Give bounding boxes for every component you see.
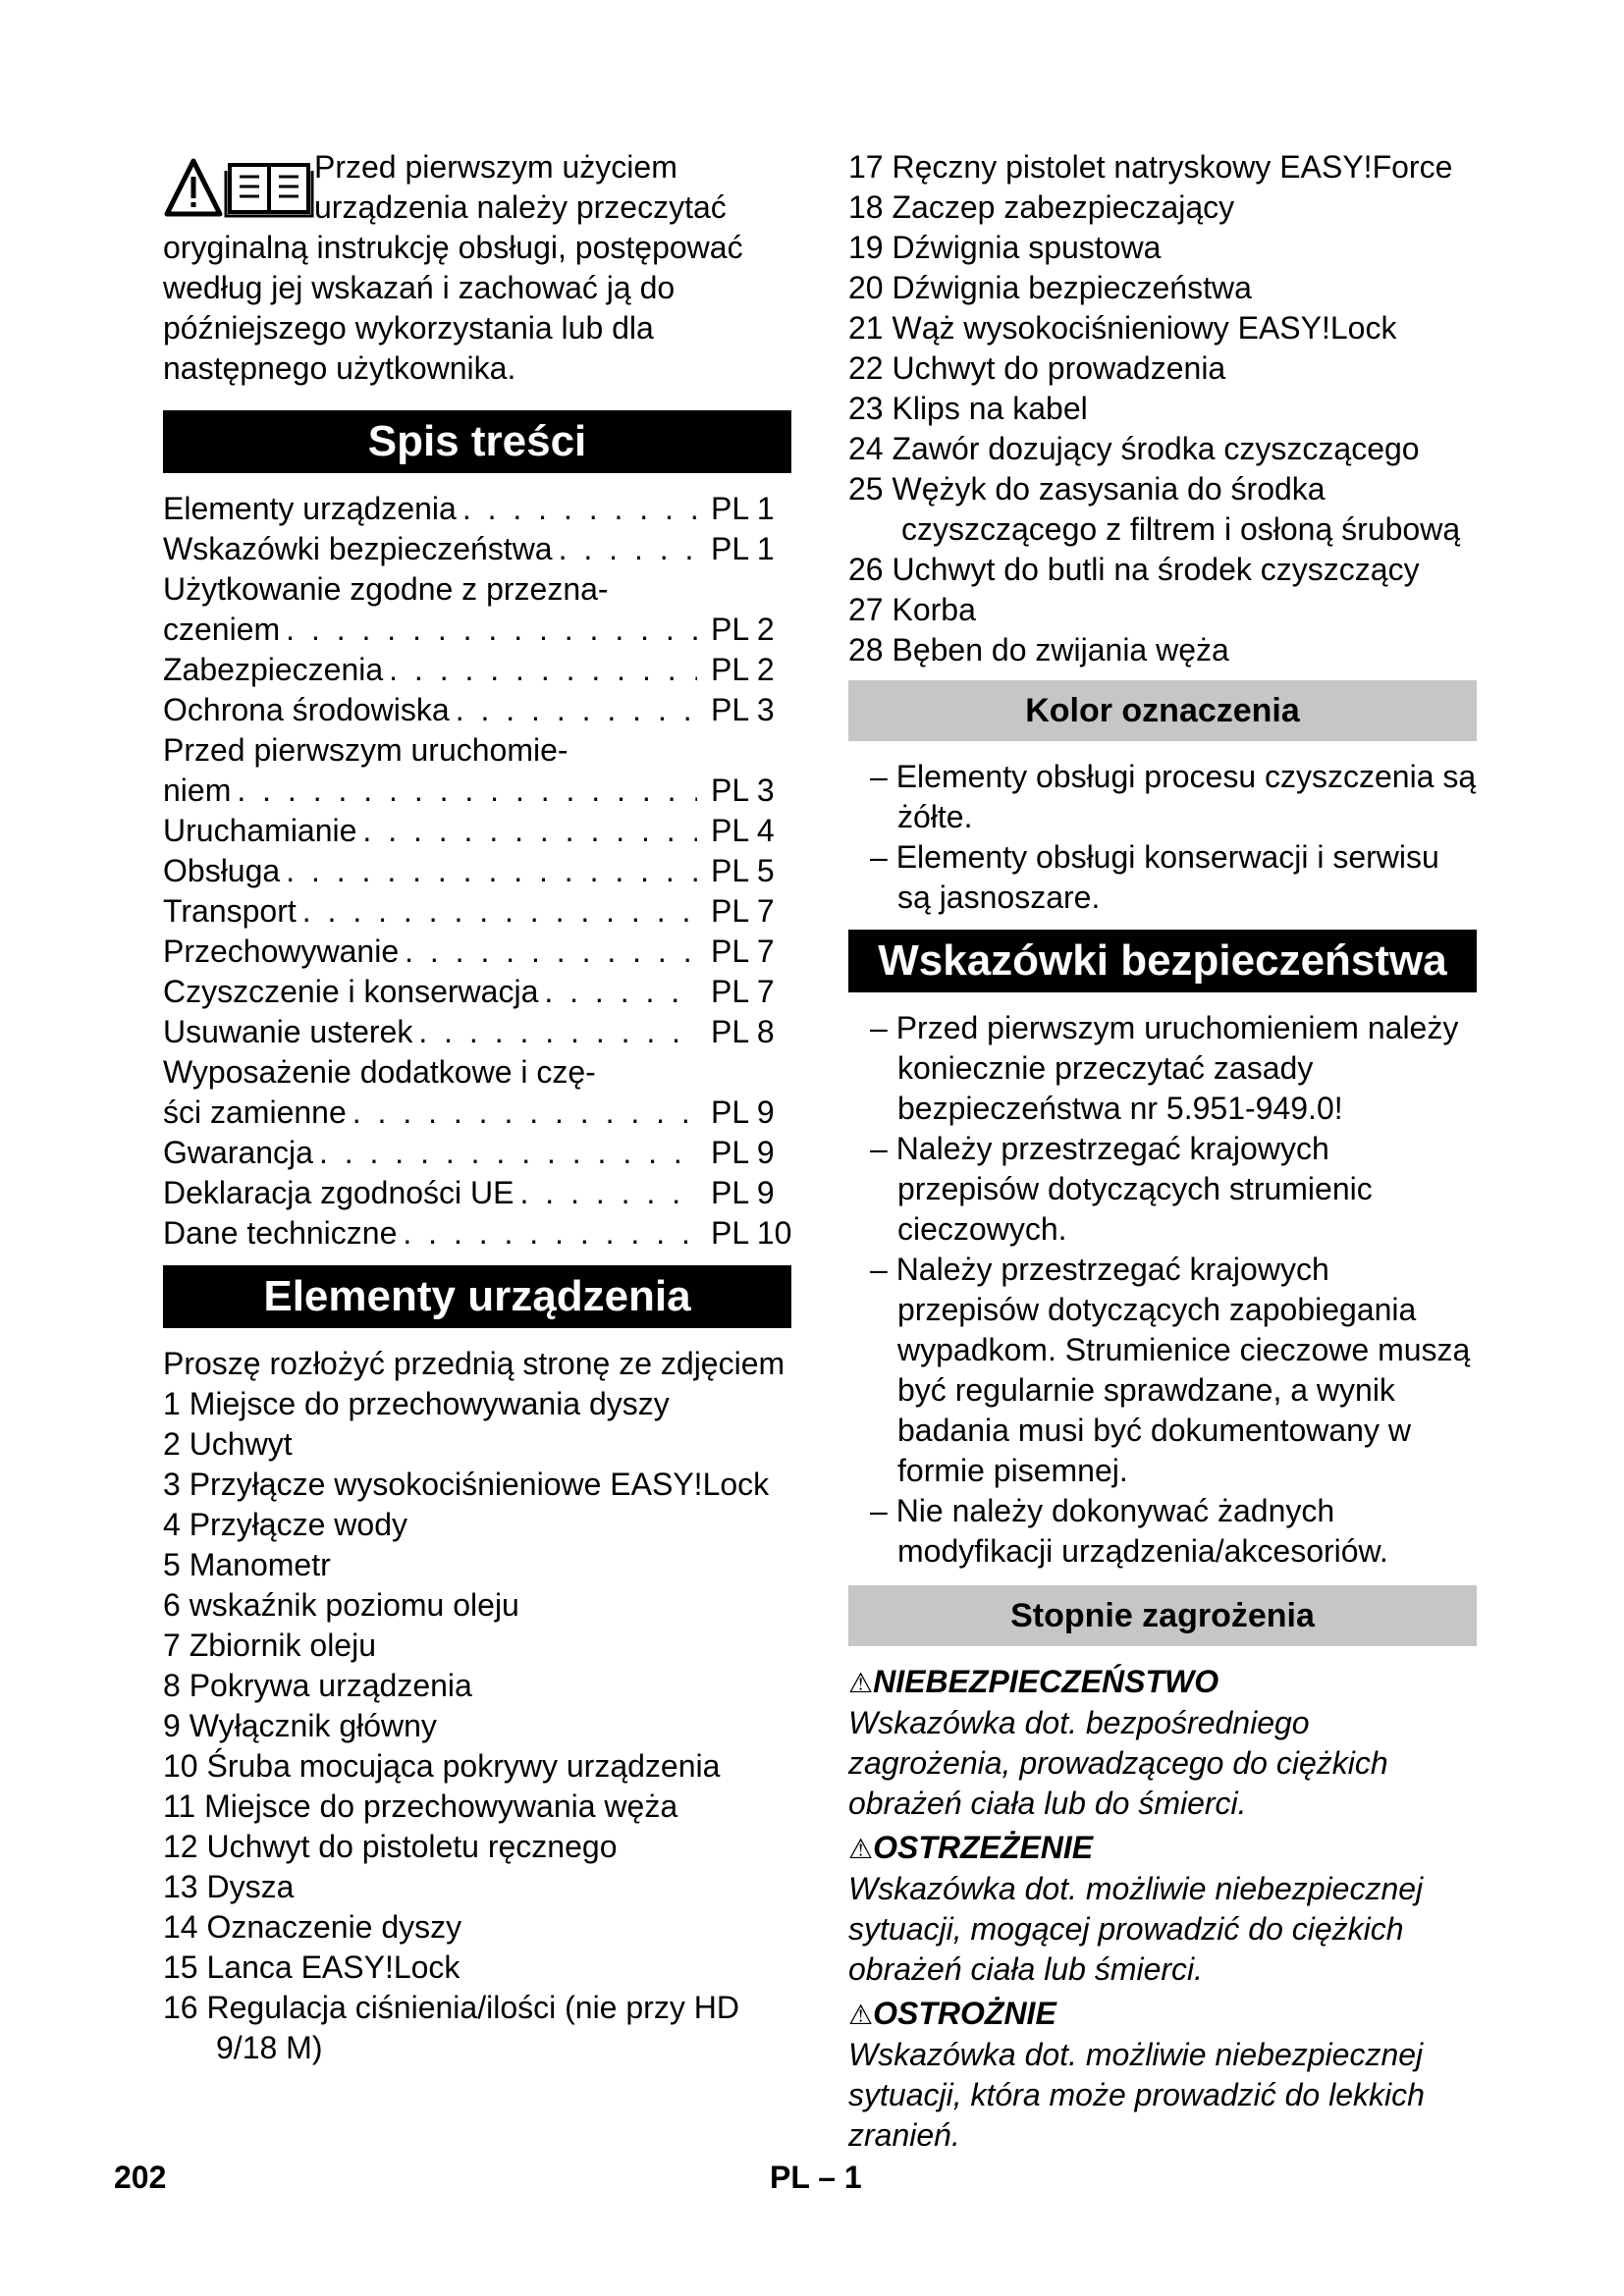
element-list-item: 11 Miejsce do przechowywania węża [163, 1789, 678, 1824]
toc-entry-page: PL 2 [711, 652, 775, 687]
toc-entry-first-line: Użytkowanie zgodne z przezna- [163, 571, 609, 607]
toc-entry [163, 529, 791, 569]
toc-heading: Spis treści [163, 410, 791, 473]
toc-leader-dots [412, 1012, 697, 1052]
toc-entry-page: PL 2 [711, 612, 775, 647]
element-list-item: 7 Zbiornik oleju [163, 1628, 376, 1663]
toc-entry-first-line: Przed pierwszym uruchomie- [163, 732, 568, 768]
toc-entry-page: PL 7 [711, 974, 775, 1009]
element-list-item: 1 Miejsce do przechowywania dyszy [163, 1386, 670, 1421]
toc-leader-dots [383, 650, 697, 690]
safety-list-item: – Nie należy dokonywać żadnych modyfikacji urządzenia/akcesoriów. [870, 1493, 1388, 1569]
elements-list-left [163, 1384, 791, 2068]
toc-leader-dots [457, 489, 697, 529]
table-of-contents [163, 489, 791, 1254]
safety-heading: Wskazówki bezpieczeństwa [848, 930, 1477, 992]
element-list-item: 14 Oznaczenie dyszy [163, 1909, 462, 1945]
toc-leader-dots [514, 1173, 698, 1213]
element-list-item: 27 Korba [848, 592, 976, 627]
elements-heading: Elementy urządzenia [163, 1265, 791, 1328]
toc-entry [163, 489, 791, 529]
toc-entry [163, 1173, 791, 1213]
safety-list-item: – Należy przestrzegać krajowych przepisów dotyczących zapobiegania wypadkom. Strumienice cieczowe muszą być regularnie sprawdzane, a wynik badania musi być dokumentowany w formie pisemnej. [870, 1252, 1471, 1488]
toc-entry [163, 851, 791, 891]
element-list-item: 17 Ręczny pistolet natryskowy EASY!Force [848, 149, 1453, 185]
hazard-level-text: Wskazówka dot. możliwie niebezpiecznej sytuacji, która może prowadzić do lekkich zranień. [848, 2037, 1425, 2153]
toc-entry-page: PL 5 [711, 853, 775, 888]
element-list-item: 3 Przyłącze wysokociśnieniowe EASY!Lock [163, 1467, 770, 1502]
toc-entry [163, 932, 791, 972]
toc-entry-title: Czyszczenie i konserwacja [163, 974, 539, 1009]
intro-text: Przed pierwszym użyciem urządzenia należy przeczytać oryginalną instrukcję obsługi, postępować według jej wskazań i zachować ją do późniejszego wykorzystania lub dla następnego użytkownika. [163, 149, 743, 386]
element-list-item: 6 wskaźnik poziomu oleju [163, 1587, 519, 1623]
language-page-label: PL – 1 [770, 2160, 862, 2195]
element-list-item: 9 Wyłącznik główny [163, 1708, 437, 1743]
element-list-item: 16 Regulacja ciśnienia/ilości (nie przy HD 9/18 M) [163, 1990, 739, 2065]
toc-leader-dots [397, 1213, 697, 1254]
toc-entry-title: Zabezpieczenia [163, 652, 384, 687]
toc-entry-title: Dane techniczne [163, 1215, 398, 1251]
color-list-item: – Elementy obsługi konserwacji i serwisu są jasnoszare. [870, 839, 1439, 915]
toc-entry-page: PL 7 [711, 934, 775, 969]
intro-icons [163, 157, 314, 220]
toc-leader-dots [280, 610, 697, 650]
warning-triangle-icon [167, 161, 220, 214]
toc-entry-title: Usuwanie usterek [163, 1014, 413, 1049]
hazard-level-name: OSTRZEŻENIE [873, 1830, 1094, 1865]
warning-triangle-icon: ⚠ [848, 2000, 874, 2030]
toc-entry-title: niem [163, 773, 232, 808]
safety-list-item: – Należy przestrzegać krajowych przepisów dotyczących strumienic cieczowych. [870, 1131, 1373, 1247]
elements-list-right [848, 147, 1477, 670]
element-list-item: 21 Wąż wysokociśnieniowy EASY!Lock [848, 310, 1397, 346]
toc-leader-dots [280, 851, 697, 891]
toc-entry-title: Gwarancja [163, 1135, 313, 1170]
toc-leader-dots [313, 1133, 697, 1173]
toc-leader-dots [553, 529, 697, 569]
hazard-level-text: Wskazówka dot. możliwie niebezpiecznej sytuacji, mogącej prowadzić do ciężkich obrażeń ciała lub śmierci. [848, 1871, 1424, 1987]
warning-triangle-icon: ⚠ [848, 1834, 874, 1864]
element-list-item: 12 Uchwyt do pistoletu ręcznego [163, 1829, 618, 1864]
toc-leader-dots [231, 771, 697, 811]
toc-entry-page: PL 4 [711, 813, 775, 848]
element-list-item: 13 Dysza [163, 1869, 295, 1904]
toc-entry-title: Przechowywanie [163, 934, 400, 969]
toc-entry [163, 972, 791, 1012]
hazard-level-name: OSTROŻNIE [873, 1996, 1056, 2031]
element-list-item: 24 Zawór dozujący środka czyszczącego [848, 431, 1420, 466]
toc-entry-title: Deklaracja zgodności UE [163, 1175, 514, 1210]
element-list-item: 20 Dźwignia bezpieczeństwa [848, 270, 1252, 305]
toc-entry [163, 690, 791, 730]
element-list-item: 22 Uchwyt do prowadzenia [848, 350, 1226, 386]
hazard-levels [848, 1662, 1477, 2156]
toc-leader-dots [450, 690, 697, 730]
intro-notice [163, 147, 791, 389]
toc-entry-title: Ochrona środowiska [163, 692, 450, 727]
toc-entry [163, 1093, 791, 1133]
toc-entry-page: PL 1 [711, 491, 775, 526]
color-heading: Kolor oznaczenia [848, 680, 1477, 741]
page-number: 202 [114, 2160, 167, 2195]
element-list-item: 18 Zaczep zabezpieczający [848, 189, 1235, 225]
element-list-item: 19 Dźwignia spustowa [848, 230, 1162, 265]
toc-entry [163, 811, 791, 851]
element-list-item: 28 Bęben do zwijania węża [848, 632, 1229, 667]
toc-entry [163, 650, 791, 690]
color-list [848, 757, 1477, 918]
toc-entry-title: Elementy urządzenia [163, 491, 457, 526]
elements-intro: Proszę rozłożyć przednią stronę ze zdjęciem [163, 1346, 785, 1381]
manual-book-icon [226, 165, 312, 216]
toc-entry-page: PL 9 [711, 1175, 775, 1210]
toc-entry [163, 1012, 791, 1052]
hazard-heading: Stopnie zagrożenia [848, 1585, 1477, 1646]
element-list-item: 23 Klips na kabel [848, 391, 1088, 426]
left-column [163, 147, 791, 2068]
hazard-level-title [848, 1662, 1477, 1703]
toc-entry-page: PL 10 [711, 1215, 792, 1251]
toc-entry [163, 1133, 791, 1173]
toc-entry [163, 891, 791, 932]
toc-entry-first-line: Wyposażenie dodatkowe i czę- [163, 1054, 596, 1090]
toc-entry-title: Transport [163, 893, 297, 929]
hazard-level-title [848, 1994, 1477, 2035]
right-column [848, 147, 1477, 2156]
safety-list-item: – Przed pierwszym uruchomieniem należy koniecznie przeczytać zasady bezpieczeństwa nr 5.951-949.0! [870, 1010, 1459, 1126]
element-list-item: 25 Wężyk do zasysania do środka czyszczącego z filtrem i osłoną śrubową [848, 471, 1461, 547]
toc-entry-page: PL 7 [711, 893, 775, 929]
toc-entry-page: PL 9 [711, 1095, 775, 1130]
color-list-item: – Elementy obsługi procesu czyszczenia są żółte. [870, 759, 1477, 834]
safety-list [848, 1008, 1477, 1572]
toc-leader-dots [347, 1093, 697, 1133]
toc-entry-page: PL 1 [711, 531, 775, 566]
toc-entry-title: ści zamienne [163, 1095, 347, 1130]
toc-entry-title: Uruchamianie [163, 813, 357, 848]
toc-leader-dots [538, 972, 697, 1012]
toc-entry [163, 771, 791, 811]
hazard-level-name: NIEBEZPIECZEŃSTWO [873, 1664, 1219, 1699]
element-list-item: 26 Uchwyt do butli na środek czyszczący [848, 552, 1420, 587]
toc-leader-dots [356, 811, 697, 851]
toc-entry [163, 610, 791, 650]
toc-entry [163, 1213, 791, 1254]
toc-entry-page: PL 9 [711, 1135, 775, 1170]
element-list-item: 4 Przyłącze wody [163, 1507, 407, 1542]
element-list-item: 10 Śruba mocująca pokrywy urządzenia [163, 1748, 721, 1784]
toc-entry-title: Obsługa [163, 853, 281, 888]
element-list-item: 8 Pokrywa urządzenia [163, 1668, 472, 1703]
toc-entry-page: PL 3 [711, 773, 775, 808]
element-list-item: 5 Manometr [163, 1547, 331, 1582]
toc-entry-title: czeniem [163, 612, 281, 647]
hazard-level-title [848, 1828, 1477, 1869]
hazard-level-text: Wskazówka dot. bezpośredniego zagrożenia, prowadzącego do ciężkich obrażeń ciała lub do śmierci. [848, 1705, 1388, 1821]
toc-entry-page: PL 3 [711, 692, 775, 727]
toc-entry-title: Wskazówki bezpieczeństwa [163, 531, 553, 566]
element-list-item: 15 Lanca EASY!Lock [163, 1949, 460, 1985]
element-list-item: 2 Uchwyt [163, 1426, 293, 1462]
toc-entry-page: PL 8 [711, 1014, 775, 1049]
toc-leader-dots [399, 932, 697, 972]
warning-triangle-icon: ⚠ [848, 1668, 874, 1698]
toc-leader-dots [297, 891, 697, 932]
